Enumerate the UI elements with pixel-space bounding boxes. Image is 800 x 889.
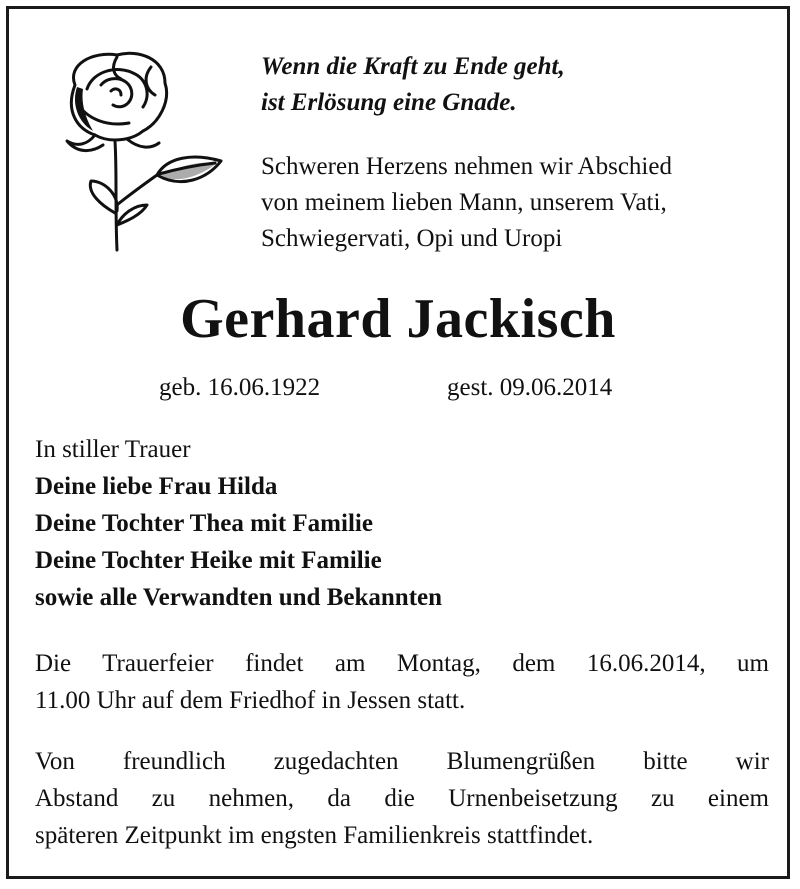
verse-line-2: ist Erlösung eine Gnade. [261, 89, 517, 116]
deceased-name: Gerhard Jackisch [180, 288, 616, 350]
flowers-line-2: Abstand zu nehmen, da die Urnenbeisetzung zu einem [35, 785, 769, 812]
mourner-line: Deine Tochter Thea mit Familie [35, 510, 373, 537]
verse-line-1: Wenn die Kraft zu Ende geht, [261, 53, 565, 80]
obituary-card [6, 6, 790, 879]
flowers-line-1: Von freundlich zugedachten Blumengrüßen bitte wir [35, 748, 769, 775]
funeral-line-1: Die Trauerfeier findet am Montag, dem 16.06.2014, um [35, 650, 769, 677]
verse [261, 49, 565, 121]
intro-line-1: Schweren Herzens nehmen wir Abschied [261, 153, 672, 180]
intro-line-3: Schwiegervati, Opi und Uropi [261, 225, 563, 252]
mourners-heading: In stiller Trauer [35, 436, 191, 463]
flowers-note [35, 743, 769, 854]
mourner-line: sowie alle Verwandten und Bekannten [35, 584, 443, 611]
intro-line-2: von meinem lieben Mann, unserem Vati, [261, 189, 667, 216]
rose-icon [47, 45, 227, 255]
birth-date: geb. 16.06.1922 [159, 374, 321, 401]
funeral-line-2: 11.00 Uhr auf dem Friedhof in Jessen statt. [35, 687, 466, 714]
mourner-line: Deine Tochter Heike mit Familie [35, 547, 382, 574]
intro-text [261, 149, 672, 257]
flowers-line-3: späteren Zeitpunkt im engsten Familienkreis stattfindet. [35, 822, 594, 849]
mourners-list [35, 431, 442, 616]
mourner-line: Deine liebe Frau Hilda [35, 473, 278, 500]
death-date: gest. 09.06.2014 [447, 374, 613, 401]
funeral-notice [35, 645, 769, 719]
